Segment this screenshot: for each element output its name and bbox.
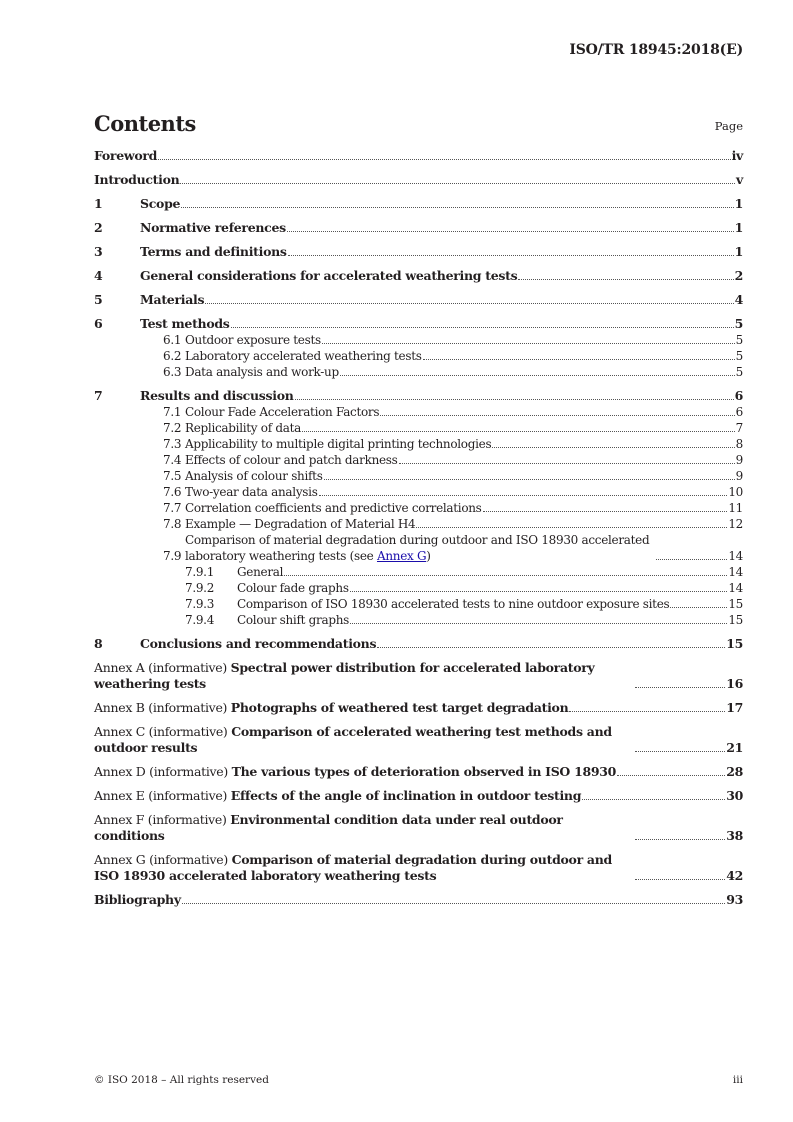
dot-leader bbox=[287, 231, 734, 232]
toc-page-number: 15 bbox=[728, 597, 743, 611]
copyright-notice: © ISO 2018 – All rights reserved bbox=[94, 1074, 269, 1086]
toc-entry[interactable] bbox=[94, 436, 743, 452]
toc-page-number: 42 bbox=[726, 868, 743, 883]
toc-entry-title bbox=[185, 516, 415, 532]
toc-entry-text: Colour shift graphs bbox=[237, 613, 349, 627]
toc-page-number: 7 bbox=[735, 421, 743, 435]
toc-entry[interactable] bbox=[94, 348, 743, 364]
toc-entry-title bbox=[185, 348, 422, 364]
toc-entry-number: 6 bbox=[94, 316, 103, 331]
toc-page-number: 15 bbox=[728, 613, 743, 627]
toc-entry-title bbox=[140, 292, 204, 308]
toc-page-number: 5 bbox=[734, 316, 743, 331]
toc-entry-number: 7.8 bbox=[163, 517, 182, 531]
toc-entry-title bbox=[94, 700, 568, 716]
toc-entry-text: Bibliography bbox=[94, 892, 181, 907]
toc-entry[interactable] bbox=[94, 660, 743, 692]
toc-entry-text: General bbox=[237, 565, 284, 579]
toc-entry-title bbox=[185, 404, 379, 420]
toc-page-number: 14 bbox=[728, 565, 743, 579]
toc-entry-number: 6.2 bbox=[163, 349, 182, 363]
toc-entry-text: Two-year data analysis bbox=[185, 485, 318, 499]
dot-leader bbox=[635, 751, 725, 752]
toc-entry-title bbox=[140, 220, 286, 236]
toc-entry-text: Analysis of colour shifts bbox=[185, 469, 323, 483]
toc-entry-title bbox=[94, 172, 179, 188]
toc-entry-number: 7.6 bbox=[163, 485, 182, 499]
toc-entry-text: Results and discussion bbox=[140, 388, 294, 403]
annex-label: Annex F (informative) bbox=[94, 812, 231, 827]
toc-entry[interactable] bbox=[94, 388, 743, 404]
toc-entry-number: 6.1 bbox=[163, 333, 182, 347]
toc-entry[interactable] bbox=[94, 700, 743, 716]
toc-entry-title bbox=[140, 316, 230, 332]
toc-entry-title bbox=[94, 852, 634, 884]
toc-page-number: 8 bbox=[735, 437, 743, 451]
dot-leader bbox=[483, 511, 728, 512]
toc-entry-text-end: ) bbox=[426, 549, 431, 563]
toc-entry[interactable] bbox=[94, 220, 743, 236]
toc-entry-text: Comparison of material degradation during outdoor and ISO 18930 accelerated laboratory weathering tests bbox=[94, 852, 612, 883]
toc-entry-text: Comparison of accelerated weathering test methods and outdoor results bbox=[94, 724, 612, 755]
toc-entry-text: Correlation coefficients and predictive correlations bbox=[185, 501, 482, 515]
dot-leader bbox=[656, 559, 727, 560]
toc-entry[interactable] bbox=[94, 452, 743, 468]
toc-entry-text: Scope bbox=[140, 196, 181, 211]
toc-page-number: 2 bbox=[734, 268, 743, 283]
dot-leader bbox=[399, 463, 735, 464]
toc-entry-title bbox=[237, 580, 349, 596]
dot-leader bbox=[492, 447, 734, 448]
toc-entry-text: Materials bbox=[140, 292, 205, 307]
dot-leader bbox=[205, 303, 733, 304]
dot-leader bbox=[182, 903, 725, 904]
toc-entry-number: 7.7 bbox=[163, 501, 182, 515]
toc-entry-title bbox=[237, 564, 283, 580]
toc-page-number: 93 bbox=[726, 892, 743, 907]
toc-page-number: 14 bbox=[728, 549, 743, 563]
toc-entry[interactable] bbox=[94, 596, 743, 612]
annex-label: Annex E (informative) bbox=[94, 788, 231, 803]
toc-entry-number: 5 bbox=[94, 292, 103, 307]
toc-entry-text: Test methods bbox=[140, 316, 230, 331]
toc-page-number: v bbox=[736, 172, 743, 187]
toc-entry-title bbox=[140, 388, 294, 404]
toc-page-number: 14 bbox=[728, 581, 743, 595]
toc-page-number: 12 bbox=[728, 517, 743, 531]
toc-page-number: iv bbox=[731, 148, 743, 163]
toc-entry-title bbox=[94, 724, 634, 756]
toc-entry[interactable] bbox=[94, 316, 743, 332]
toc-page-number: 5 bbox=[735, 333, 743, 347]
toc-entry-text: Conclusions and recommendations bbox=[140, 636, 377, 651]
toc-page-number: 6 bbox=[735, 405, 743, 419]
dot-leader bbox=[350, 623, 727, 624]
toc-entry-title bbox=[185, 484, 318, 500]
annex-label: Annex C (informative) bbox=[94, 724, 232, 739]
toc-page-number: 1 bbox=[734, 220, 743, 235]
toc-entry[interactable] bbox=[94, 812, 743, 844]
toc-entry-text: Effects of the angle of inclination in outdoor testing bbox=[230, 788, 582, 803]
toc-entry-text: Laboratory accelerated weathering tests bbox=[185, 349, 422, 363]
toc-entry-title bbox=[94, 788, 581, 804]
dot-leader bbox=[322, 343, 735, 344]
toc-entry-title bbox=[237, 612, 349, 628]
toc-entry-title bbox=[140, 196, 180, 212]
dot-leader bbox=[518, 279, 733, 280]
toc-entry-title bbox=[237, 596, 669, 612]
toc-entry-title bbox=[140, 636, 376, 652]
toc-entry[interactable] bbox=[94, 580, 743, 596]
dot-leader bbox=[635, 879, 725, 880]
dot-leader bbox=[670, 607, 727, 608]
dot-leader bbox=[635, 687, 725, 688]
toc-entry[interactable] bbox=[94, 788, 743, 804]
toc-entry-number: 4 bbox=[94, 268, 103, 283]
toc-entry-text: The various types of deterioration observed in ISO 18930 bbox=[231, 764, 617, 779]
toc-entry-title bbox=[140, 268, 517, 284]
dot-leader bbox=[319, 495, 728, 496]
toc-entry-number: 2 bbox=[94, 220, 103, 235]
toc-entry-text: General considerations for accelerated weathering tests bbox=[140, 268, 518, 283]
dot-leader bbox=[380, 415, 734, 416]
toc-entry[interactable] bbox=[94, 468, 743, 484]
toc-page-number: 10 bbox=[728, 485, 743, 499]
table-of-contents bbox=[94, 148, 743, 908]
toc-page-number: 21 bbox=[726, 740, 743, 755]
toc-entry-number: 7.9 bbox=[163, 549, 182, 563]
toc-entry-text: Spectral power distribution for accelerated laboratory weathering tests bbox=[94, 660, 595, 691]
toc-entry[interactable] bbox=[94, 892, 743, 908]
dot-leader bbox=[231, 327, 734, 328]
page-footer bbox=[94, 1074, 743, 1086]
toc-entry[interactable] bbox=[94, 612, 743, 628]
toc-entry-text: Photographs of weathered test target degradation bbox=[230, 700, 569, 715]
toc-entry[interactable] bbox=[94, 500, 743, 516]
toc-entry[interactable] bbox=[94, 148, 743, 164]
toc-entry[interactable] bbox=[94, 292, 743, 308]
toc-entry-number: 7.9.3 bbox=[185, 597, 215, 611]
toc-entry-text: Normative references bbox=[140, 220, 286, 235]
toc-page-number: 28 bbox=[726, 764, 743, 779]
toc-entry-text: Foreword bbox=[94, 148, 158, 163]
toc-page-number: 38 bbox=[726, 828, 743, 843]
toc-entry-title bbox=[94, 812, 634, 844]
toc-page-number: 6 bbox=[734, 388, 743, 403]
dot-leader bbox=[158, 159, 730, 160]
toc-entry-number: 7.9.1 bbox=[185, 565, 215, 579]
annex-link[interactable]: Annex G bbox=[376, 549, 427, 563]
toc-entry[interactable] bbox=[94, 196, 743, 212]
toc-entry[interactable] bbox=[94, 636, 743, 652]
toc-entry[interactable] bbox=[94, 764, 743, 780]
toc-entry-title bbox=[185, 364, 339, 380]
toc-entry[interactable] bbox=[94, 484, 743, 500]
toc-entry-number: 3 bbox=[94, 244, 103, 259]
toc-entry[interactable] bbox=[94, 244, 743, 260]
dot-leader bbox=[377, 647, 725, 648]
toc-entry-number: 7.1 bbox=[163, 405, 182, 419]
toc-entry-number: 7.9.2 bbox=[185, 581, 215, 595]
toc-entry-text: Colour fade graphs bbox=[237, 581, 349, 595]
dot-leader bbox=[350, 591, 728, 592]
dot-leader bbox=[617, 775, 725, 776]
toc-page-number: 16 bbox=[726, 676, 743, 691]
toc-entry-number: 7.3 bbox=[163, 437, 182, 451]
dot-leader bbox=[284, 575, 727, 576]
dot-leader bbox=[635, 839, 725, 840]
toc-entry[interactable] bbox=[94, 852, 743, 884]
dot-leader bbox=[180, 183, 735, 184]
toc-entry-text: Comparison of material degradation during outdoor and ISO 18930 accelerated laboratory weathering tests (see bbox=[185, 533, 650, 563]
toc-page-number: 9 bbox=[735, 453, 743, 467]
dot-leader bbox=[340, 375, 735, 376]
toc-entry-text: Applicability to multiple digital printing technologies bbox=[185, 437, 492, 451]
toc-entry[interactable] bbox=[94, 364, 743, 380]
toc-entry-number: 6.3 bbox=[163, 365, 182, 379]
toc-entry-text: Outdoor exposure tests bbox=[185, 333, 321, 347]
toc-page-number: 5 bbox=[735, 349, 743, 363]
toc-entry-number: 7.9.4 bbox=[185, 613, 215, 627]
toc-entry[interactable] bbox=[94, 404, 743, 420]
toc-page-number: 17 bbox=[726, 700, 743, 715]
toc-entry[interactable] bbox=[94, 516, 743, 532]
toc-entry[interactable] bbox=[94, 268, 743, 284]
dot-leader bbox=[302, 431, 735, 432]
toc-entry-title bbox=[94, 764, 616, 780]
toc-page-number: 11 bbox=[728, 501, 743, 515]
toc-entry[interactable] bbox=[94, 724, 743, 756]
toc-entry-title bbox=[185, 436, 491, 452]
toc-entry-text: Introduction bbox=[94, 172, 180, 187]
toc-entry-text: Comparison of ISO 18930 accelerated tests to nine outdoor exposure sites bbox=[237, 597, 670, 611]
toc-entry[interactable] bbox=[94, 564, 743, 580]
toc-entry[interactable] bbox=[94, 420, 743, 436]
page-number: iii bbox=[732, 1074, 743, 1086]
dot-leader bbox=[423, 359, 735, 360]
toc-entry[interactable] bbox=[94, 332, 743, 348]
toc-entry-title bbox=[140, 244, 287, 260]
toc-page-number: 9 bbox=[735, 469, 743, 483]
page-title: Contents bbox=[94, 111, 196, 136]
toc-entry[interactable] bbox=[94, 532, 743, 564]
toc-entry-text: Environmental condition data under real outdoor conditions bbox=[94, 812, 563, 843]
annex-label: Annex G (informative) bbox=[94, 852, 232, 867]
toc-entry-number: 7.5 bbox=[163, 469, 182, 483]
toc-entry-title bbox=[185, 468, 323, 484]
dot-leader bbox=[416, 527, 727, 528]
toc-entry-title bbox=[185, 332, 321, 348]
toc-entry-title bbox=[185, 532, 655, 564]
toc-entry-title bbox=[185, 452, 398, 468]
toc-entry-title bbox=[185, 500, 482, 516]
toc-entry-title bbox=[185, 420, 301, 436]
toc-entry-number: 1 bbox=[94, 196, 103, 211]
dot-leader bbox=[582, 799, 725, 800]
dot-leader bbox=[181, 207, 733, 208]
toc-page-number: 15 bbox=[726, 636, 743, 651]
toc-entry-title bbox=[94, 892, 181, 908]
toc-entry-title bbox=[94, 148, 157, 164]
toc-entry-text: Terms and definitions bbox=[140, 244, 287, 259]
document-id-header: ISO/TR 18945:2018(E) bbox=[569, 42, 743, 58]
toc-page-number: 5 bbox=[735, 365, 743, 379]
toc-entry-text: Example — Degradation of Material H4 bbox=[185, 517, 416, 531]
toc-entry-number: 7.2 bbox=[163, 421, 182, 435]
toc-page-number: 1 bbox=[734, 196, 743, 211]
annex-label: Annex B (informative) bbox=[94, 700, 231, 715]
dot-leader bbox=[324, 479, 735, 480]
toc-entry-text: Effects of colour and patch darkness bbox=[185, 453, 398, 467]
toc-entry-text: Replicability of data bbox=[185, 421, 301, 435]
toc-entry-title bbox=[94, 660, 634, 692]
toc-entry-number: 8 bbox=[94, 636, 103, 651]
toc-entry-text: Data analysis and work-up bbox=[185, 365, 339, 379]
annex-label: Annex D (informative) bbox=[94, 764, 232, 779]
dot-leader bbox=[295, 399, 734, 400]
annex-label: Annex A (informative) bbox=[94, 660, 231, 675]
page-column-label: Page bbox=[714, 119, 743, 133]
toc-entry-number: 7.4 bbox=[163, 453, 182, 467]
toc-entry-number: 7 bbox=[94, 388, 103, 403]
toc-page-number: 30 bbox=[726, 788, 743, 803]
dot-leader bbox=[569, 711, 725, 712]
toc-entry[interactable] bbox=[94, 172, 743, 188]
toc-entry-text: Colour Fade Acceleration Factors bbox=[185, 405, 380, 419]
dot-leader bbox=[288, 255, 734, 256]
toc-page-number: 1 bbox=[734, 244, 743, 259]
toc-page-number: 4 bbox=[734, 292, 743, 307]
